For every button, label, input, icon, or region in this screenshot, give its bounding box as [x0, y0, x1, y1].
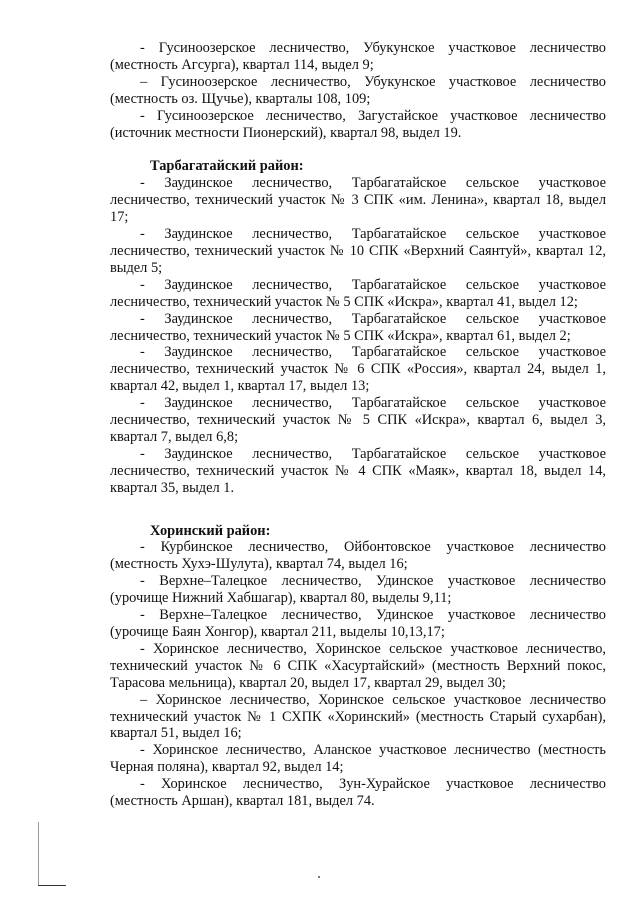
- list-item: - Заудинское лесничество, Тарбагатайское сельское участковое лесничество, технический участок № 6 СПК «Россия», квартал 24, выдел 1, квартал 42, выдел 1, квартал 17, выдел 13;: [110, 344, 606, 395]
- list-item: - Заудинское лесничество, Тарбагатайское сельское участковое лесничество, технический участок № 5 СПК «Искра», квартал 41, выдел 12;: [110, 276, 606, 310]
- list-item: - Верхне–Талецкое лесничество, Удинское участковое лесничество (урочище Баян Хонгор), квартал 211, выделы 10,13,17;: [110, 607, 606, 640]
- list-item: - Гусиноозерское лесничество, Загустайское участковое лесничество (источник местности Пионерский), квартал 98, выдел 19.: [110, 107, 606, 141]
- section-tarbagatai: [110, 158, 606, 496]
- scan-artifact-rule: [38, 885, 66, 886]
- list-item: - Хоринское лесничество, Аланское участковое лесничество (местность Черная поляна), квартал 92, выдел 14;: [110, 742, 606, 776]
- list-item: - Хоринское лесничество, Хоринское сельское участковое лесничество, технический участок № 6 СПК «Хасуртайский» (местность Верхний покос, Тарасова мельница), квартал 20, выдел 17, квартал 29, выдел 30;: [110, 640, 606, 691]
- list-item: - Верхне–Талецкое лесничество, Удинское участковое лесничество (урочище Нижний Хабшагар), квартал 80, выделы 9,11;: [110, 573, 606, 607]
- scan-artifact-dot: [318, 876, 320, 878]
- spacer: [110, 497, 606, 523]
- list-item: - Заудинское лесничество, Тарбагатайское сельское участковое лесничество, технический участок № 4 СПК «Маяк», квартал 18, выдел 14, квартал 35, выдел 1.: [110, 445, 606, 496]
- list-item: - Гусиноозерское лесничество, Убукунское участковое лесничество (местность Агсурга), квартал 114, выдел 9;: [110, 40, 606, 73]
- list-item: - Хоринское лесничество, Зун-Хурайское участковое лесничество (местность Аршан), квартал 181, выдел 74.: [110, 776, 606, 810]
- scan-margin-line: [38, 822, 39, 885]
- section-title: Тарбагатайский район:: [150, 158, 304, 175]
- list-item: - Заудинское лесничество, Тарбагатайское сельское участковое лесничество, технический участок № 5 СПК «Искра», квартал 61, выдел 2;: [110, 310, 606, 344]
- spacer: [110, 141, 606, 158]
- list-item: – Хоринское лесничество, Хоринское сельское участковое лесничество технический участок № 1 СХПК «Хоринский» (местность Старый сухарбан), квартал 51, выдел 16;: [110, 691, 606, 742]
- section-title: Хоринский район:: [150, 522, 271, 539]
- list-item: – Гусиноозерское лесничество, Убукунское участковое лесничество (местность оз. Щучье), кварталы 108, 109;: [110, 73, 606, 107]
- list-item: - Заудинское лесничество, Тарбагатайское сельское участковое лесничество, технический участок № 5 СПК «Искра», квартал 6, выдел 3, квартал 7, выдел 6,8;: [110, 395, 606, 445]
- section-khorinsk: [110, 523, 606, 810]
- list-item: - Заудинское лесничество, Тарбагатайское сельское участковое лесничество, технический участок № 3 СПК «им. Ленина», квартал 18, выдел 17;: [110, 175, 606, 226]
- document-page: [110, 40, 606, 810]
- list-item: - Курбинское лесничество, Ойбонтовское участковое лесничество (местность Хухэ-Шулута), квартал 74, выдел 16;: [110, 539, 606, 573]
- list-item: - Заудинское лесничество, Тарбагатайское сельское участковое лесничество, технический участок № 10 СПК «Верхний Саянтуй», квартал 12, выдел 5;: [110, 226, 606, 276]
- intro-list: [110, 40, 606, 141]
